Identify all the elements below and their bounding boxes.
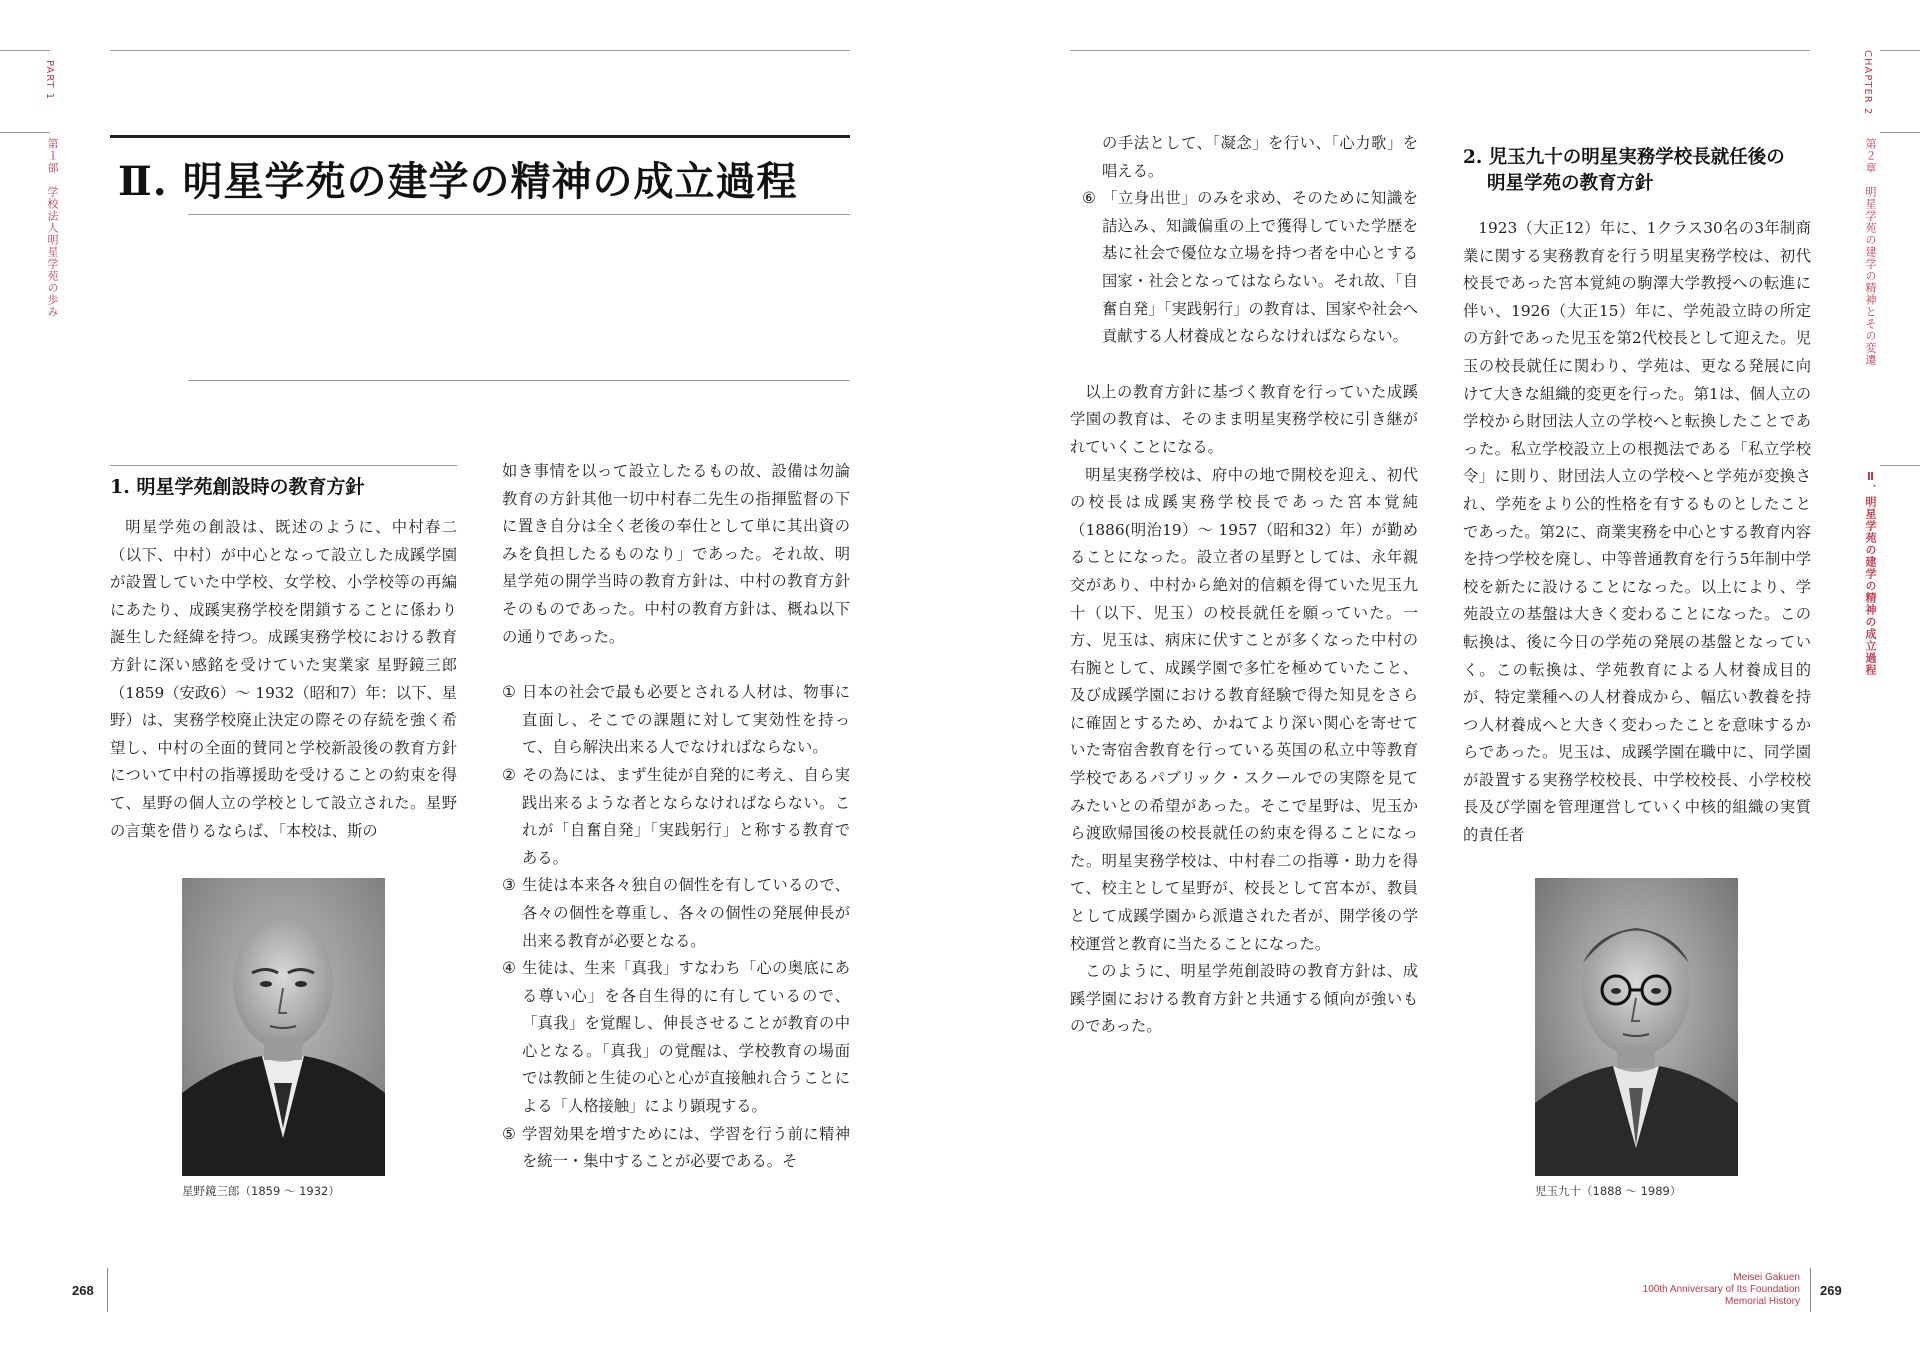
- col3-paragraph-1: 以上の教育方針に基づく教育を行っていた成蹊学園の教育は、そのまま明星実務学校に引き継がれていくことになる。: [1070, 382, 1418, 456]
- right-header-rule: [1070, 50, 1810, 51]
- footer-book-title: [1590, 1272, 1800, 1308]
- portrait-kodama-image: [1535, 878, 1738, 1176]
- title-bottom-rule: [188, 214, 850, 215]
- principle-item-3: ③ 生徒は本来各々独自の個性を有しているので、各々の個性を尊重し、各々の個性の発展伸長が出来る教育が必要となる。: [502, 876, 850, 950]
- right-side-part-label: CHAPTER 2: [1862, 50, 1873, 116]
- col4-paragraph: 1923（大正12）年に、1クラス30名の3年制商業に関する実務教育を行う明星実務学校は、初代校長であった宮本覚純の駒澤大学教授への転進に伴い、1926（大正15）年に、学苑設立時の所定の方針であった児玉を第2代校長として迎えた。児玉の校長就任に関わり、学苑は、更なる発展に向けて大きな組織的変更を行った。第1は、個人立の学校から財団法人立の学校へと転換したことであった。私立学校設立上の根拠法である「私立学校令」に則り、財団法人立の学校へと学苑が変換され、学苑をより公的性格を有するものとしたことであった。第2に、商業実務を中心とする教育内容を持つ学校を廃し、中等普通教育を行う5年制中学校を新たに設けることになった。以上により、学苑設立の基盤は大きく変わることになった。この転換は、後に今日の学苑の発展の基盤となっていく。この転換は、学苑教育による人材養成目的が、特定業種への人材養成から、幅広い教養を持つ人材養成へと大きく変わったことを意味するからであった。児玉は、成蹊学園在職中に、同学園が設置する実務学校校長、中学校校長、小学校校長及び学園を管理運営していく中核的組織の実質的責任者: [1463, 219, 1811, 845]
- col3-paragraph-3: このように、明星学苑創設時の教育方針は、成蹊学園における教育方針と共通する傾向が強いものであった。: [1070, 962, 1418, 1036]
- right-column-2-text: [1463, 215, 1811, 850]
- footer-title-line1: Meisei Gakuen: [1733, 1272, 1800, 1283]
- right-side-chapter-label: 第２章 明星学苑の建学の精神とその変遷: [1864, 138, 1877, 366]
- right-side-mid-rule: [1880, 465, 1920, 466]
- col3-list-continuation: の手法として、「凝念」を行い、「心力歌」を唱える。: [1102, 134, 1418, 180]
- principles-list: [502, 679, 850, 1176]
- right-footer-divider: [1810, 1268, 1811, 1312]
- principle-item-6: ⑥ 「立身出世」のみを求め、そのために知識を詰込み、知識偏重の上で獲得していた学歴を基に社会で優位な立場を持つ者を中心とする国家・社会となってはならない。それ故、「自奮自発」「実践躬行」の教育は、国家や社会へ貢献する人材養成とならなければならない。: [1082, 189, 1418, 346]
- right-side-section-label: Ⅱ．明星学苑の建学の精神の成立過程: [1864, 470, 1877, 676]
- title-lower-rule: [188, 380, 850, 381]
- left-footer-divider: [107, 1268, 108, 1312]
- photo-kodama: [1535, 878, 1738, 1176]
- title-top-rule: [110, 135, 850, 138]
- right-top-rule: [1880, 50, 1920, 51]
- principles-list-cont: [1070, 185, 1418, 351]
- footer-title-line2: 100th Anniversary of Its Foundation: [1642, 1284, 1800, 1295]
- section2-heading-line2: 明星学苑の教育方針: [1487, 173, 1654, 194]
- section2-heading-line1: 2. 児玉九十の明星実務学校長就任後の: [1463, 147, 1785, 168]
- left-side-part-label: PART 1: [44, 60, 55, 101]
- left-side-section-label: 第１部 学校法人明星学苑の歩み: [46, 138, 59, 318]
- principle-item-5: ⑤ 学習効果を増すためには、学習を行う前に精神を統一・集中することが必要である。そ: [502, 1124, 850, 1171]
- col2-paragraph: 如き事情を以って設立したるもの故、設備は勿論教育の方針其他一切中村春二先生の指揮監督の下に置き自分は全く老後の奉仕として単に其出資のみを負担したるものなり」であった。それ故、明星学苑の開学当時の教育方針は、中村の教育方針そのものであった。中村の教育方針は、概ね以下の通りであった。: [502, 462, 850, 646]
- right-page-number: 269: [1820, 1283, 1842, 1298]
- left-column-2-text: [502, 458, 850, 1176]
- right-column-1-text: [1070, 130, 1418, 1041]
- section1-heading: 1. 明星学苑創設時の教育方針: [110, 476, 365, 498]
- left-top-rule: [0, 50, 50, 51]
- section1-top-rule: [110, 465, 457, 466]
- photo-hoshino: [182, 878, 385, 1176]
- photo-caption-hoshino: 星野鏡三郎（1859 ～ 1932）: [182, 1184, 340, 1198]
- chapter-title: Ⅱ. 明星学苑の建学の精神の成立過程: [118, 158, 798, 205]
- portrait-hoshino-image: [182, 878, 385, 1176]
- footer-title-line3: Memorial History: [1724, 1296, 1800, 1307]
- col1-paragraph: 明星学苑の創設は、既述のように、中村春二（以下、中村）が中心となって設立した成蹊学園が設置していた中学校、女学校、小学校等の再編にあたり、成蹊実務学校を閉鎖することに係わり誕生した経緯を持つ。成蹊実務学校における教育方針に深い感銘を受けていた実業家 星野鏡三郎（1859（安政6）～ 1932（昭和7）年：以下、星野）は、実務学校廃止決定の際その存続を強く希望し、中村の全面的賛同と学校新設後の教育方針について中村の指導援助を受けることの約束を得て、星野の個人立の学校として設立された。星野の言葉を借りるならば、「本校は、斯の: [110, 518, 457, 840]
- photo-caption-kodama: 児玉九十（1888 ～ 1989）: [1535, 1184, 1682, 1198]
- left-header-rule: [110, 50, 850, 51]
- left-page-number: 268: [72, 1283, 94, 1298]
- section2-heading: [1463, 145, 1785, 197]
- right-side-short-rule: [1880, 132, 1920, 133]
- left-column-1-text: [110, 514, 457, 845]
- left-side-short-rule: [0, 132, 50, 133]
- principle-item-1: ① 日本の社会で最も必要とされる人材は、物事に直面し、そこでの課題に対して実効性を持って、自ら解決出来る人でなければならない。: [502, 683, 850, 757]
- principle-item-2: ② その為には、まず生徒が自発的に考え、自ら実践出来るような者とならなければならない。これが「自奮自発」「実践躬行」と称する教育である。: [502, 765, 850, 867]
- col3-paragraph-2: 明星実務学校は、府中の地で開校を迎え、初代の校長は成蹊実務学校長であった宮本覚純（1886(明治19）～ 1957（昭和32）年）が勤めることになった。設立者の星野としては、永年親交があり、中村から絶対的信頼を得ていた児玉九十（以下、児玉）の校長就任を願っていた。一方、児玉は、病床に伏すことが多くなった中村の右腕として、成蹊学園で多忙を極めていたこと、及び成蹊学園における教育経験で得た知見をさらに確固とするため、かねてより深い関心を寄せていた寄宿舎教育を行っている英国の私立中等教育学校であるパブリック・スクールでの実際を見てみたいとの希望があった。そこで星野は、児玉から渡欧帰国後の校長就任の約束を得ることになった。明星実務学校は、中村春二の指導・助力を得て、校主として星野が、校長として宮本が、教員として成蹊学園から派遣された者が、開学後の学校運営と教育に当たることになった。: [1070, 465, 1418, 953]
- principle-item-4: ④ 生徒は、生来「真我」すなわち「心の奥底にある尊い心」を各自生得的に有しているので、「真我」を覚醒し、伸長させることが教育の中心となる。「真我」の覚醒は、学校教育の場面では教師と生徒の心と心が直接触れ合うことによる「人格接触」により顕現する。: [502, 959, 850, 1116]
